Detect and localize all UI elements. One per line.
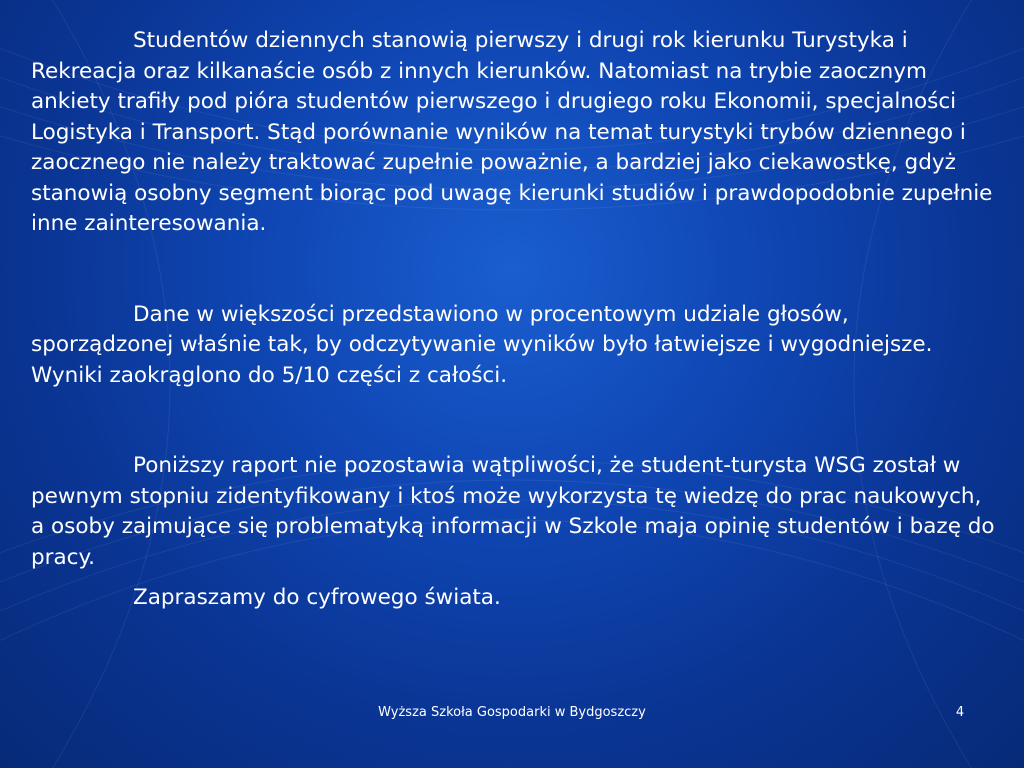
slide-footer: Wyższa Szkoła Gospodarki w Bydgoszczy	[378, 705, 646, 720]
slide-body	[31, 26, 996, 614]
page-number: 4	[955, 705, 965, 720]
paragraph-data-presentation: Dane w większości przedstawiono w procentowym udziale głosów, sporządzonej właśnie tak, by odczytywanie wyników było łatwiejsze i wygodniejsze. Wyniki zaokrąglono do 5/10 części z całości.	[31, 301, 933, 388]
paragraph-invitation: Zapraszamy do cyfrowego świata.	[133, 585, 501, 610]
paragraph-students: Studentów dziennych stanowią pierwszy i drugi rok kierunku Turystyka i Rekreacja oraz kilkanaście osób z innych kierunków. Natomiast na trybie zaocznym ankiety trafiły pod pióra studentów pierwszego i drugiego roku Ekonomii, specjalności Logistyka i Transport. Stąd porównanie wyników na temat turystyki trybów dziennego i zaocznego nie należy traktować zupełnie poważnie, a bardziej jako ciekawostkę, gdyż stanowią osobny segment biorąc pod uwagę kierunki studiów i prawdopodobnie zupełnie inne zainteresowania.	[31, 28, 993, 236]
paragraph-report-summary: Poniższy raport nie pozostawia wątpliwości, że student-turysta WSG został w pewnym stopniu zidentyfikowany i ktoś może wykorzysta tę wiedzę do prac naukowych, a osoby zajmujące się problematyką informacji w Szkole maja opinię studentów i bazę do pracy.	[31, 453, 995, 570]
